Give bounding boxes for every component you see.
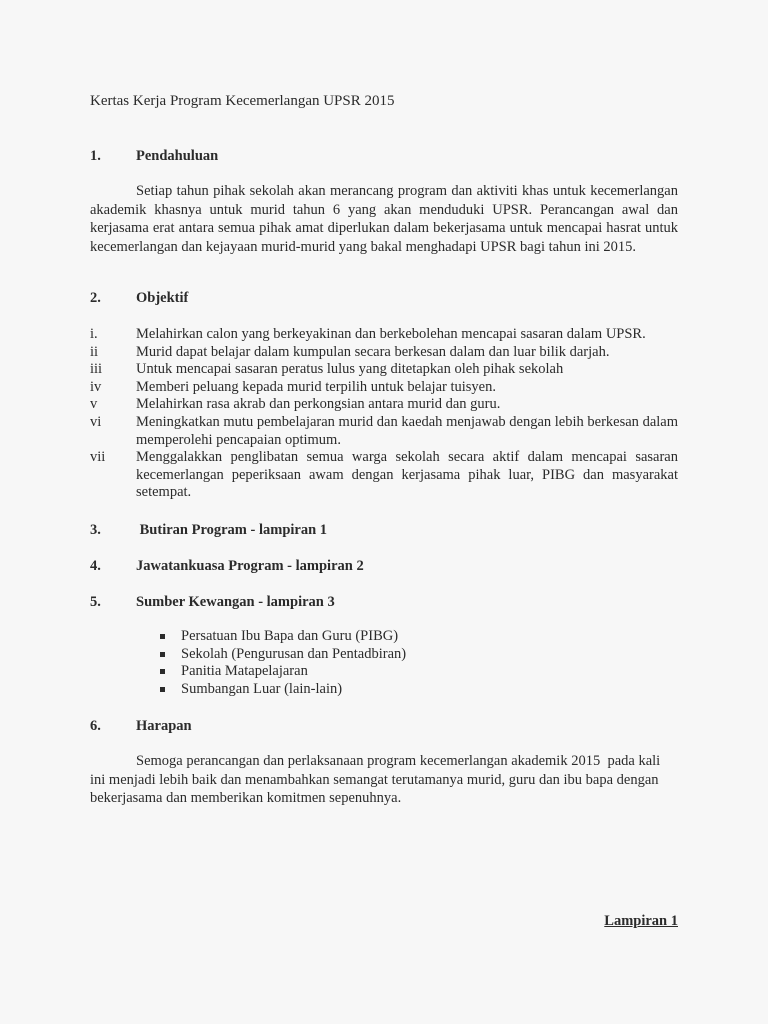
section-label: Pendahuluan: [136, 148, 219, 164]
section-number: 2.: [90, 290, 101, 306]
harapan-paragraph: [90, 752, 678, 808]
list-numeral: iv: [90, 378, 102, 395]
objektif-list: [90, 326, 678, 502]
list-item-text: Memberi peluang kepada murid terpilih untuk belajar tuisyen.: [136, 378, 496, 395]
list-item-text: Untuk mencapai sasaran peratus lulus yang ditetapkan oleh pihak sekolah: [136, 361, 564, 378]
sumber-kewangan-list: [160, 628, 406, 698]
list-numeral: v: [90, 396, 98, 413]
section-heading-4: [90, 558, 364, 575]
bullet-icon: [160, 634, 165, 639]
pendahuluan-paragraph: [90, 182, 678, 256]
section-label: Sumber Kewangan - lampiran 3: [136, 594, 335, 610]
section-heading-2: [90, 290, 188, 307]
list-item-text: Sekolah (Pengurusan dan Pentadbiran): [181, 645, 407, 662]
lampiran-label: Lampiran 1: [604, 913, 678, 929]
bullet-icon: [160, 669, 165, 674]
list-item: [90, 396, 678, 414]
list-item: [90, 379, 678, 397]
harapan-text: Semoga perancangan dan perlaksanaan program kecemerlangan akademik 2015 pada kali ini menjadi lebih baik dan menambahkan semangat terutamanya murid, guru dan ibu bapa dengan bekerjasama dan memberikan komitmen sepenuhnya.: [90, 753, 664, 806]
list-item: [160, 646, 406, 664]
list-item-text: Sumbangan Luar (lain-lain): [181, 680, 343, 697]
section-number: 5.: [90, 594, 101, 610]
section-number: 4.: [90, 558, 101, 574]
list-item-text: Panitia Matapelajaran: [181, 663, 308, 680]
list-numeral: i.: [90, 326, 98, 342]
section-label: Jawatankuasa Program - lampiran 2: [136, 558, 364, 574]
list-item: [90, 326, 678, 344]
list-item: [90, 449, 678, 502]
section-heading-1: [90, 148, 218, 165]
section-number: 1.: [90, 148, 101, 164]
list-item-text: Persatuan Ibu Bapa dan Guru (PIBG): [181, 628, 399, 644]
list-item-text: Menggalakkan penglibatan semua warga sekolah secara aktif dalam mencapai sasaran kecemerlangan peperiksaan awam dengan kerjasama pihak luar, PIBG dan masyarakat setempat.: [136, 449, 678, 501]
list-item-text: Murid dapat belajar dalam kumpulan secara berkesan dalam dan luar bilik darjah.: [136, 343, 610, 360]
pendahuluan-text: Setiap tahun pihak sekolah akan merancang program dan aktiviti khas untuk kecemerlangan akademik khasnya untuk murid tahun 6 yang akan menduduki UPSR. Perancangan awal dan kerjasama erat antara semua pihak amat diperlukan dalam bekerjasama untuk mencapai hasrat untuk kecemerlangan dan kejayaan murid-murid yang bakal menghadapi UPSR bagi tahun ini 2015.: [90, 183, 678, 255]
bullet-icon: [160, 687, 165, 692]
section-label: Harapan: [136, 718, 192, 734]
section-heading-6: [90, 718, 192, 735]
list-item-text: Melahirkan calon yang berkeyakinan dan berkebolehan mencapai sasaran dalam UPSR.: [136, 326, 646, 342]
bullet-icon: [160, 652, 165, 657]
list-numeral: vii: [90, 449, 106, 466]
section-number: 6.: [90, 718, 101, 734]
section-number: 3.: [90, 522, 101, 538]
section-heading-5: [90, 594, 335, 611]
list-item: [90, 344, 678, 362]
list-item: [90, 361, 678, 379]
list-item-text: Melahirkan rasa akrab dan perkongsian antara murid dan guru.: [136, 396, 501, 413]
list-item-text: Meningkatkan mutu pembelajaran murid dan kaedah menjawab dengan lebih berkesan dalam memperolehi pencapaian optimum.: [136, 413, 678, 448]
list-item: [90, 414, 678, 449]
list-item: [160, 681, 406, 699]
list-numeral: ii: [90, 343, 99, 360]
section-label: Butiran Program - lampiran 1: [136, 522, 328, 538]
section-label: Objektif: [136, 290, 189, 306]
list-item: [160, 628, 406, 646]
list-numeral: vi: [90, 413, 102, 430]
document-title: Kertas Kerja Program Kecemerlangan UPSR 2015: [90, 93, 395, 109]
section-heading-3: [90, 522, 327, 539]
list-item: [160, 663, 406, 681]
list-numeral: iii: [90, 361, 103, 378]
